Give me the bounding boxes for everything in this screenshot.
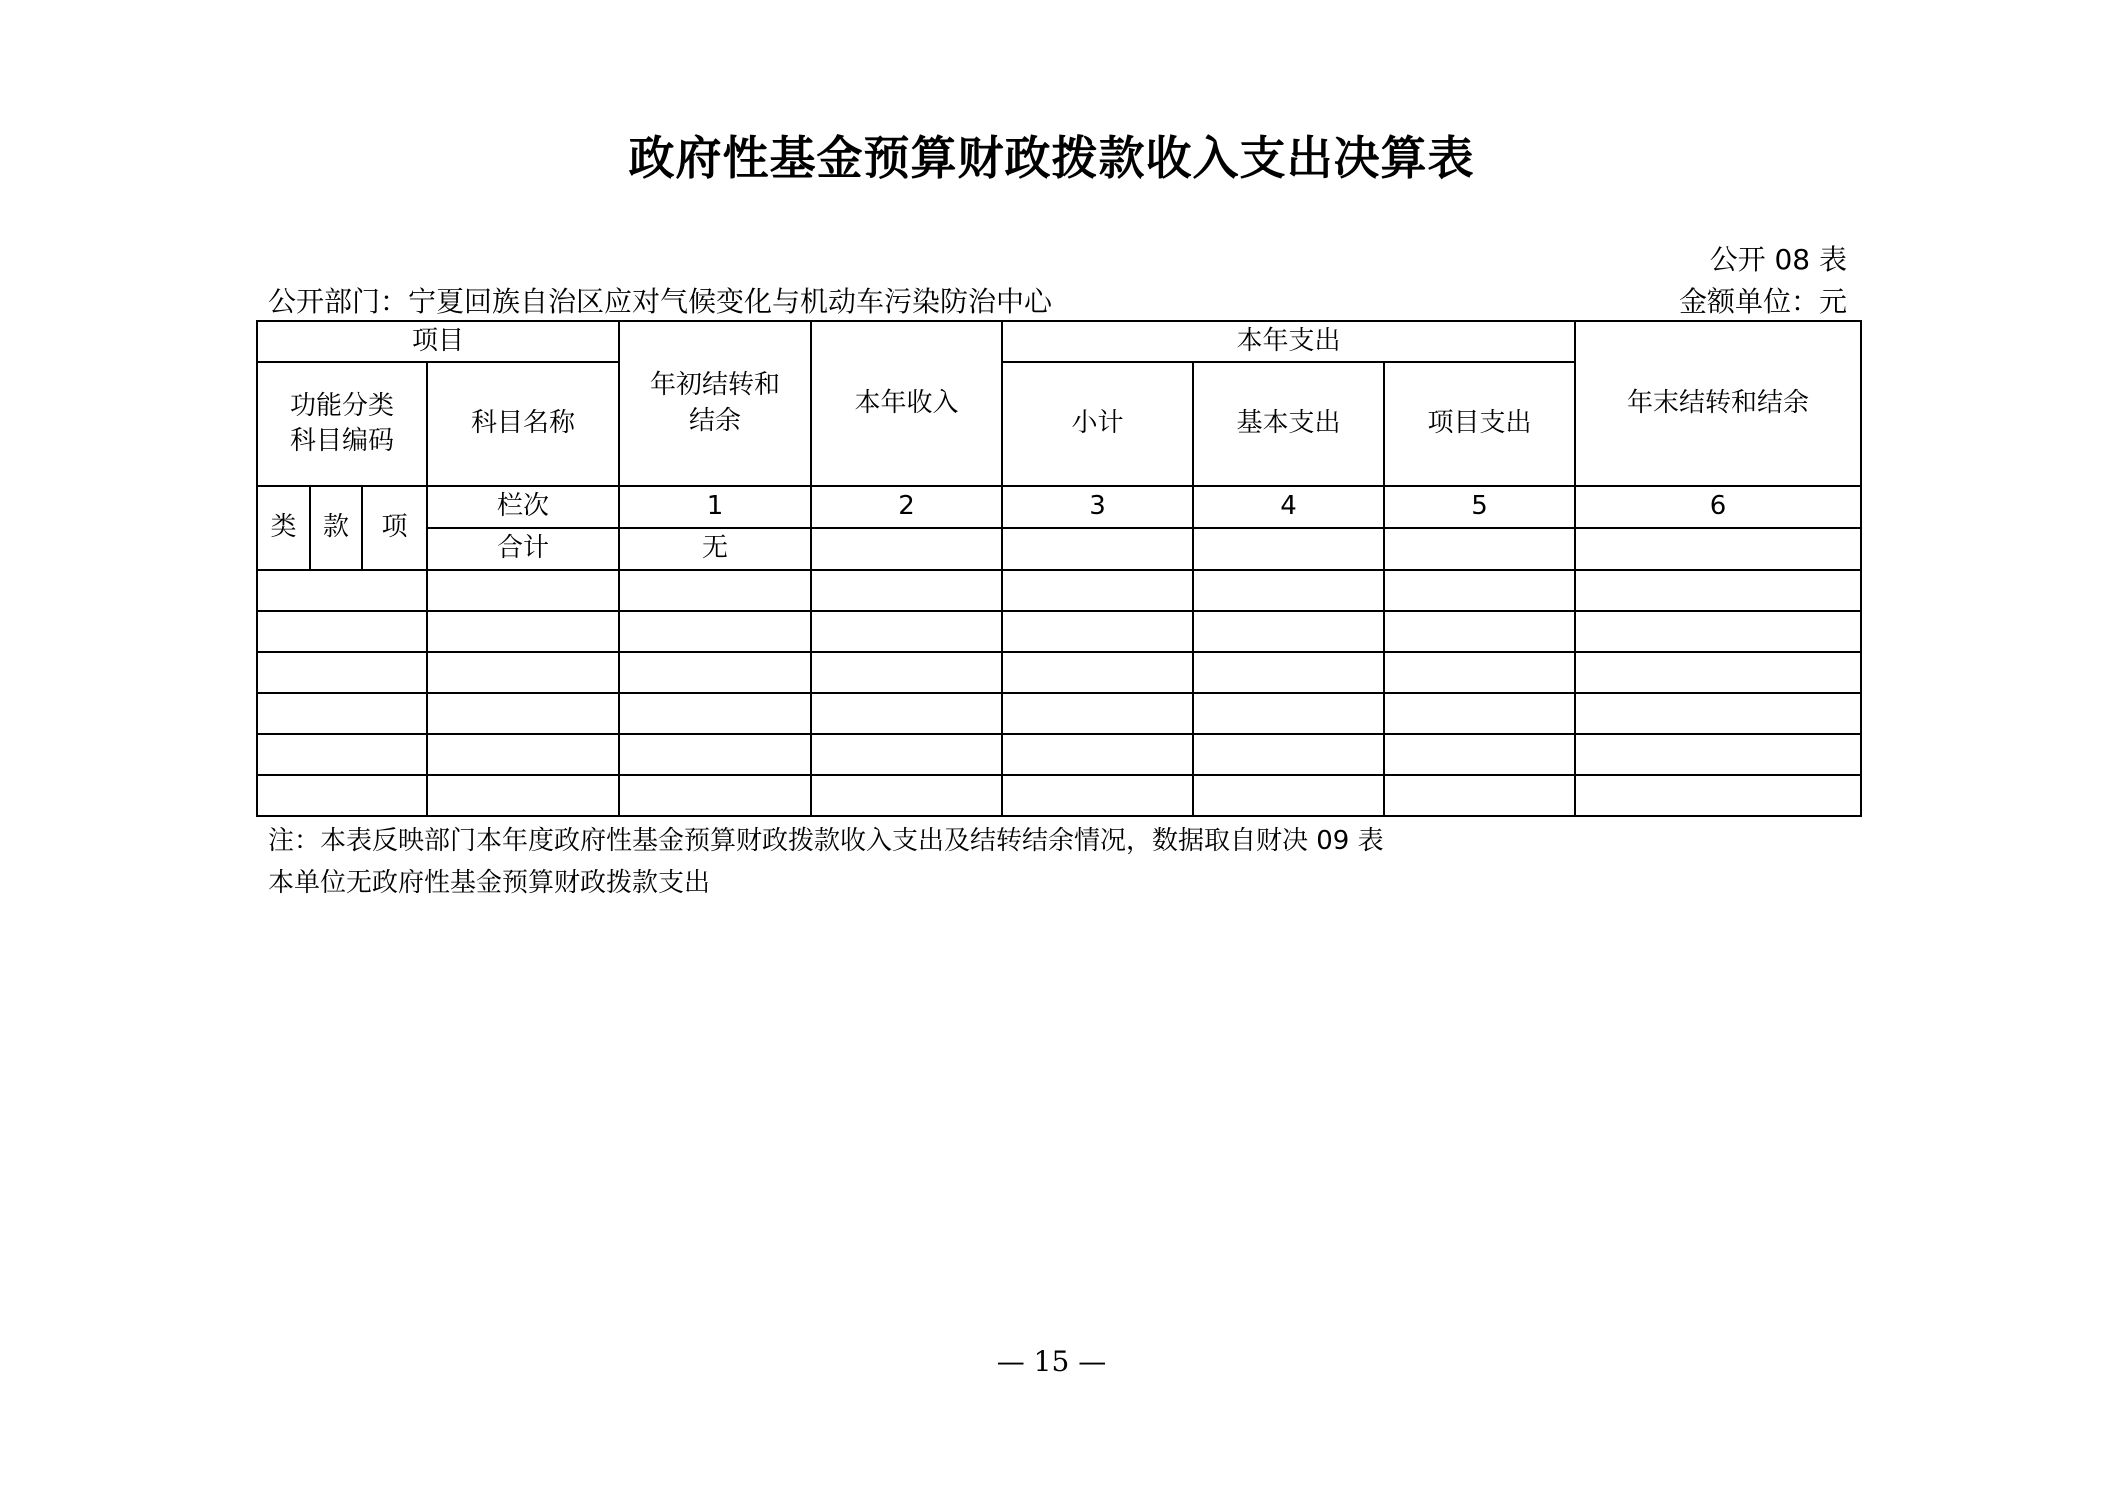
header-item: 项目: [257, 321, 619, 362]
note-no-expenditure: 本单位无政府性基金预算财政拨款支出: [268, 868, 711, 898]
table-cell: [1193, 570, 1384, 611]
total-value-6: [1575, 528, 1861, 570]
table-cell: [1384, 734, 1575, 775]
table-cell: [427, 693, 619, 734]
budget-table: [256, 320, 1862, 817]
header-expense: 本年支出: [1002, 321, 1575, 362]
table-cell: [257, 693, 427, 734]
table-cell: [1575, 693, 1861, 734]
table-cell: [1384, 775, 1575, 816]
table-cell: [257, 570, 427, 611]
table-cell: [1575, 570, 1861, 611]
table-cell: [811, 570, 1002, 611]
table-cell: [1193, 775, 1384, 816]
table-cell: [1575, 734, 1861, 775]
table-cell: [1002, 775, 1193, 816]
header-end-balance: 年末结转和结余: [1575, 321, 1861, 486]
col-index-3: 3: [1002, 486, 1193, 528]
table-cell: [1002, 693, 1193, 734]
total-label: 合计: [427, 528, 619, 570]
document-title: 政府性基金预算财政拨款收入支出决算表: [628, 131, 1475, 185]
col-index-1: 1: [619, 486, 811, 528]
table-cell: [1575, 611, 1861, 652]
table-cell: [1384, 693, 1575, 734]
table-row: [257, 775, 1861, 816]
table-cell: [811, 775, 1002, 816]
table-cell: [619, 693, 811, 734]
table-cell: [1575, 652, 1861, 693]
header-section: 款: [310, 486, 362, 570]
table-cell: [1002, 652, 1193, 693]
col-index-label: 栏次: [427, 486, 619, 528]
header-subtotal: 小计: [1002, 362, 1193, 486]
table-cell: [427, 734, 619, 775]
header-basic: 基本支出: [1193, 362, 1384, 486]
table-cell: [619, 611, 811, 652]
header-item-sub: 项: [362, 486, 427, 570]
unit-label: 金额单位：元: [1678, 285, 1847, 318]
page-number: — 15 —: [996, 1345, 1107, 1378]
table-cell: [257, 775, 427, 816]
table-cell: [257, 652, 427, 693]
table-cell: [811, 611, 1002, 652]
department-label: 公开部门：宁夏回族自治区应对气候变化与机动车污染防治中心: [268, 285, 1053, 318]
table-cell: [427, 652, 619, 693]
total-value-2: [811, 528, 1002, 570]
table-cell: [619, 775, 811, 816]
total-value-5: [1384, 528, 1575, 570]
total-value-4: [1193, 528, 1384, 570]
table-cell: [427, 775, 619, 816]
table-cell: [1384, 611, 1575, 652]
table-cell: [811, 734, 1002, 775]
table-cell: [1193, 652, 1384, 693]
table-cell: [811, 652, 1002, 693]
table-row: [257, 734, 1861, 775]
note-source: 注：本表反映部门本年度政府性基金预算财政拨款收入支出及结转结余情况，数据取自财决 09 表: [268, 826, 1384, 856]
table-cell: [257, 611, 427, 652]
table-cell: [1193, 611, 1384, 652]
table-cell: [427, 570, 619, 611]
table-cell: [427, 611, 619, 652]
header-income: 本年收入: [811, 321, 1002, 486]
table-cell: [619, 652, 811, 693]
table-cell: [1384, 570, 1575, 611]
header-class: 类: [257, 486, 310, 570]
table-row: [257, 611, 1861, 652]
total-value-3: [1002, 528, 1193, 570]
table-cell: [619, 570, 811, 611]
header-subject-name: 科目名称: [427, 362, 619, 486]
form-number: 公开 08 表: [1709, 243, 1847, 276]
table-cell: [1193, 734, 1384, 775]
table-row: [257, 570, 1861, 611]
table-row: [257, 693, 1861, 734]
col-index-2: 2: [811, 486, 1002, 528]
table-cell: [1002, 570, 1193, 611]
col-index-5: 5: [1384, 486, 1575, 528]
header-project: 项目支出: [1384, 362, 1575, 486]
header-func-code: 功能分类科目编码: [257, 362, 427, 486]
table-cell: [1002, 734, 1193, 775]
header-begin-balance: 年初结转和结余: [619, 321, 811, 486]
col-index-4: 4: [1193, 486, 1384, 528]
col-index-6: 6: [1575, 486, 1861, 528]
table-cell: [1384, 652, 1575, 693]
table-cell: [1193, 693, 1384, 734]
table-cell: [257, 734, 427, 775]
table-cell: [619, 734, 811, 775]
table-cell: [1002, 611, 1193, 652]
table-row: [257, 652, 1861, 693]
total-value-1: 无: [619, 528, 811, 570]
table-cell: [1575, 775, 1861, 816]
table-cell: [811, 693, 1002, 734]
